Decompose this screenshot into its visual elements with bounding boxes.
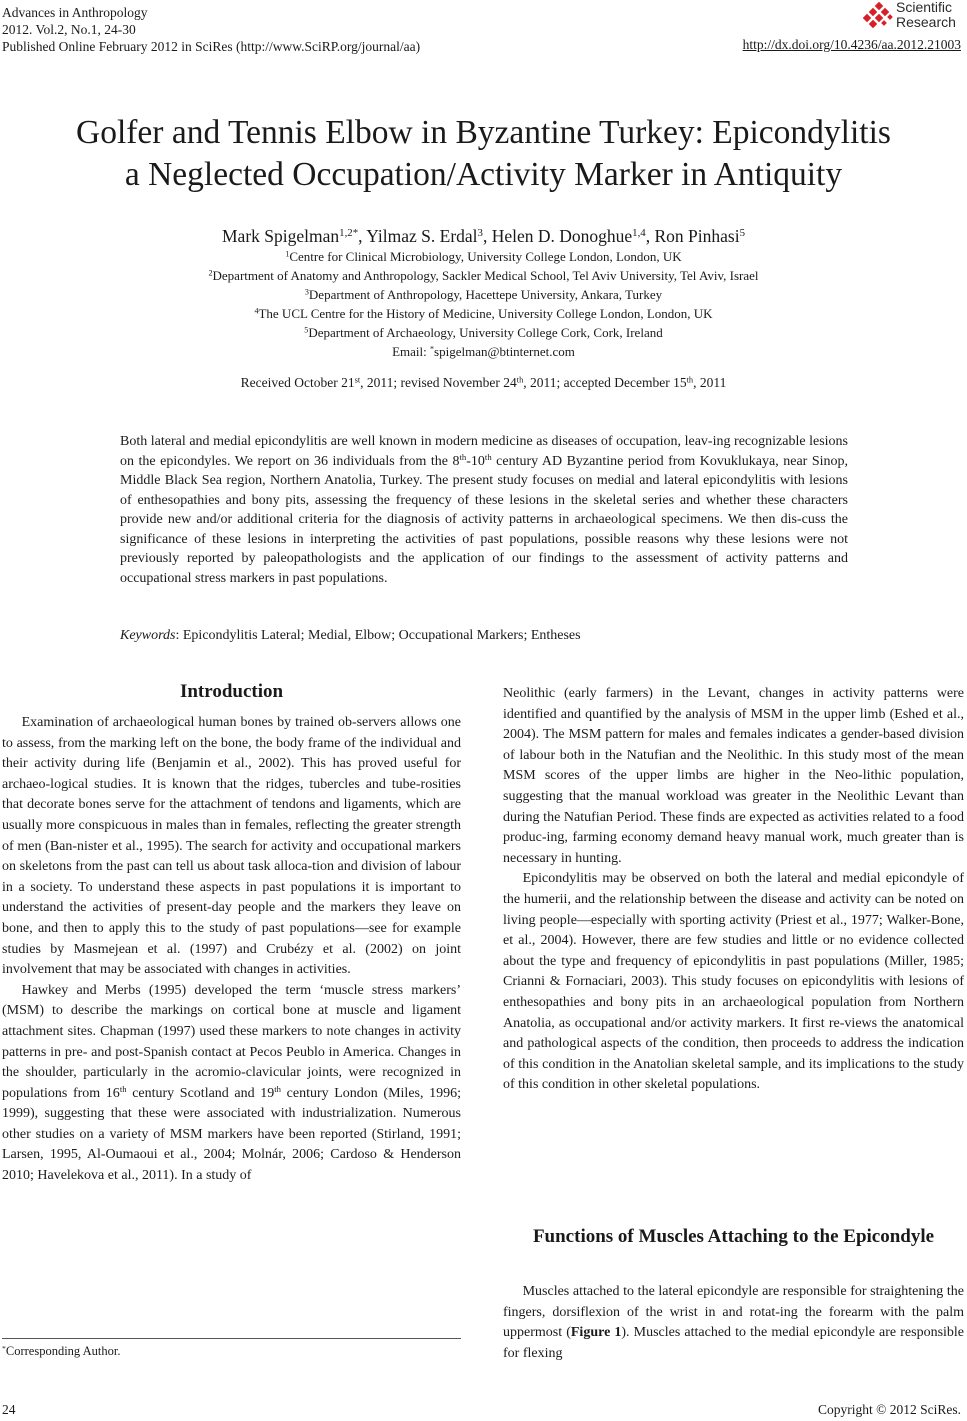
affiliation xyxy=(0,305,967,322)
affiliation-mark: 5 xyxy=(304,325,309,335)
right-column-continued xyxy=(503,1282,964,1364)
affiliation-text: Department of Anatomy and Anthropology, Sackler Medical School, Tel Aviv University, Tel Aviv, Israel xyxy=(212,268,759,283)
author-list xyxy=(0,225,967,247)
ordinal-suffix: th xyxy=(119,1083,127,1094)
ordinal-suffix: th xyxy=(484,451,492,462)
revised-text: , 2011; revised November 24 xyxy=(360,375,517,390)
keywords-text: : Epicondylitis Lateral; Medial, Elbow; Occupational Markers; Entheses xyxy=(175,628,581,643)
page-number: 24 xyxy=(2,1402,16,1417)
abstract-text: -10 xyxy=(466,453,485,469)
affiliation-mark: 1 xyxy=(285,249,290,259)
email-label: Email: xyxy=(392,344,431,359)
author-affiliation-mark: 5 xyxy=(739,227,745,240)
accepted-text: , 2011; accepted December 15 xyxy=(523,375,687,390)
paragraph xyxy=(503,1282,964,1364)
received-text: Received October 21 xyxy=(240,375,355,390)
section-heading-introduction: Introduction xyxy=(179,681,284,702)
footnote-mark: * xyxy=(2,1343,6,1353)
ordinal-suffix: st xyxy=(354,375,361,385)
paragraph xyxy=(2,981,461,1187)
logo-line-2: Research xyxy=(896,14,956,30)
author-affiliation-mark: 1,4 xyxy=(632,227,646,240)
author-name: , Yilmaz S. Erdal xyxy=(358,226,478,246)
footnote xyxy=(2,1344,120,1359)
affiliation xyxy=(0,267,967,284)
section-heading-functions: Functions of Muscles Attaching to the Epicondyle xyxy=(532,1226,935,1247)
ordinal-suffix: th xyxy=(686,375,694,385)
author-affiliation-mark: 3 xyxy=(477,227,483,240)
keywords xyxy=(120,628,581,644)
ordinal-suffix: th xyxy=(516,375,524,385)
year-text: , 2011 xyxy=(693,375,727,390)
ordinal-suffix: th xyxy=(274,1083,282,1094)
paragraph: Neolithic (early farmers) in the Levant, changes in activity patterns were identified and quantified by the analysis of MSM in the upper limb (Eshed et al., 2004). The MSM pattern for males and females indicates a gender-based division of labour both in the Natufian and the Neolithic. In this study most of the mean MSM scores of the upper limbs are higher in the Neo-lithic population, suggesting that the manual workload was greater in the Neolithic Levant than during the Natufian Period. These finds are expected as activities related to a food produc-ing, farming economy demand heavy manual work, much greater than is necessary in hunting. xyxy=(503,686,964,866)
footnote-text: Corresponding Author. xyxy=(5,1344,121,1358)
affiliation xyxy=(0,286,967,303)
copyright: Copyright © 2012 SciRes. xyxy=(817,1402,961,1417)
author-name: , Ron Pinhasi xyxy=(645,226,740,246)
left-column xyxy=(2,713,461,1187)
keywords-label: Keywords xyxy=(120,628,176,643)
journal-name: Advances in Anthropology xyxy=(2,5,148,20)
affiliation xyxy=(0,248,967,265)
affiliation-mark: 3 xyxy=(304,287,309,297)
email-mark: * xyxy=(430,344,435,354)
affiliation xyxy=(0,324,967,341)
affiliation-text: Department of Archaeology, University College Cork, Cork, Ireland xyxy=(308,325,663,340)
paragraph-text: Hawkey and Merbs (1995) developed the term ‘muscle stress markers’ (MSM) to describe the markings on cortical bone at muscle and ligament attachment sites. Chapman (1997) used these markers to note changes in activity patterns in pre- and post-Spanish contact at Pecos Peublo in America. Changes in the shoulder, particularly in the acromio-clavicular joints, were recognized in populations from 16 xyxy=(2,982,461,1101)
author-affiliation-mark: 1,2* xyxy=(339,227,359,240)
author-name: Mark Spigelman xyxy=(222,226,340,246)
affiliation-mark: 4 xyxy=(254,306,259,316)
affiliation-text: Centre for Clinical Microbiology, University College London, London, UK xyxy=(289,249,682,264)
ordinal-suffix: th xyxy=(459,451,467,462)
diamond-logo-icon xyxy=(863,2,895,32)
paragraph: Examination of archaeological human bones by trained ob-servers allows one to assess, from the marking left on the bone, the body frame of the individual and their activity during life (Benjamin et al., 2002). This has proved useful for archaeo-logical studies. It is known that the ridges, tubercles and tube-rosities that decorate bones serve for the attachment of tendons and ligaments, which are usually more conspicuous in males than in females, reflecting the greater strength of men (Ban-nister et al., 1995). The search for activity and occupational markers on skeletons from the past can tell us about task alloca-tion and division of labour in a society. To understand these aspects in past populations it is important to understand the activities of present-day people and the markers they leave on bone, and then to apply this to the study of past populations—see for example studies by Masmejean et al. (1997) and Crubézy et al. (2002) on joint involvement that may be associated with changes in activities. xyxy=(2,715,461,978)
affiliation-text: The UCL Centre for the History of Medicine, University College London, London, UK xyxy=(258,306,713,321)
doi-link[interactable]: http://dx.doi.org/10.4236/aa.2012.21003 xyxy=(742,37,961,52)
affiliation-mark: 2 xyxy=(208,268,213,278)
logo-line-1: Scientific xyxy=(896,0,953,15)
paragraph-text: Muscles attached to the lateral epicondyle are responsible for straightening the fingers, dorsiflexion of the wrist in and rotat-ing the forearm with the palm uppermost ( xyxy=(503,1284,964,1341)
scientific-research-logo xyxy=(863,0,963,36)
paper-title xyxy=(0,112,967,196)
abstract-text: century AD Byzantine period from Kovuklukaya, near Sinop, Middle Black Sea region, Northern Anatolia, Turkey. The present study focuses on medial and lateral epicondylitis with lesions of enthesopathies and bony pits, assessing the frequency of these lesions in the skeletal series and whether these characters provide new and/or additional criteria for the diagnosis of activity patterns in archaeological specimens. We then dis-cuss the significance of these lesions in interpreting the activities of past populations, possible reasons why these lesions were not previously reported by paleopathologists and the application of our findings to the assessment of activity patterns and occupational stress markers in past populations. xyxy=(120,453,849,586)
paragraph-text: ). Muscles attached to the medial epicondyle are responsible for flexing xyxy=(503,1325,965,1361)
affiliation-text: Department of Anthropology, Hacettepe University, Ankara, Turkey xyxy=(308,287,663,302)
abstract-text: Both lateral and medial epicondylitis are well known in modern medicine as diseases of occupation, leav-ing recognizable lesions on the epicondyles. We report on 36 individuals from the 8 xyxy=(120,434,848,469)
abstract xyxy=(120,432,848,588)
paragraph-text: century Scotland and 19 xyxy=(126,1085,275,1101)
email-address: spigelman@btinternet.com xyxy=(434,344,575,359)
paragraph: Epicondylitis may be observed on both the lateral and medial epicondyle of the humerii, and the relationship between the disease and activity can be noted on living people—especially with sporting activity (Priest et al., 1977; Walker-Bone, et al., 2004). However, there are few studies and little or no evidence collected about the type and frequency of epicondylitis in past populations (Miller, 1985; Crianni & Fornaciari, 2003). This study focuses on epicondylitis with lesions of enthesopathies and bony pits in an archaeological population from Northern Anatolia, as occupational and/or activity markers. It first re-views the anatomical and pathological aspects of the condition, then proceeds to address the indication of this condition in the Anatolian skeletal sample, and its implications to the study of this condition in other skeletal populations. xyxy=(503,871,964,1093)
paragraph-text: century London (Miles, 1996; 1999), suggesting that these were associated with industrialization. Numerous other studies on a variety of MSM markers have been reported (Stirland, 1991; Larsen, 1995, Al-Oumaoui et al., 2004; Molnár, 2006; Cardoso & Henderson 2010; Havelekova et al., 2011). In a study of xyxy=(2,1085,462,1184)
right-column xyxy=(503,684,964,1096)
footnote-divider xyxy=(2,1338,461,1339)
author-name: , Helen D. Donoghue xyxy=(482,226,633,246)
title-line-2: a Neglected Occupation/Activity Marker in Antiquity xyxy=(124,156,843,193)
publication-info: Published Online February 2012 in SciRes (http://www.SciRP.org/journal/aa) xyxy=(2,39,421,54)
volume-info: 2012. Vol.2, No.1, 24-30 xyxy=(2,22,136,37)
title-line-1: Golfer and Tennis Elbow in Byzantine Turkey: Epicondylitis xyxy=(76,114,891,151)
received-dates xyxy=(0,375,967,391)
email-line xyxy=(0,343,967,360)
figure-reference[interactable]: Figure 1 xyxy=(570,1325,622,1341)
